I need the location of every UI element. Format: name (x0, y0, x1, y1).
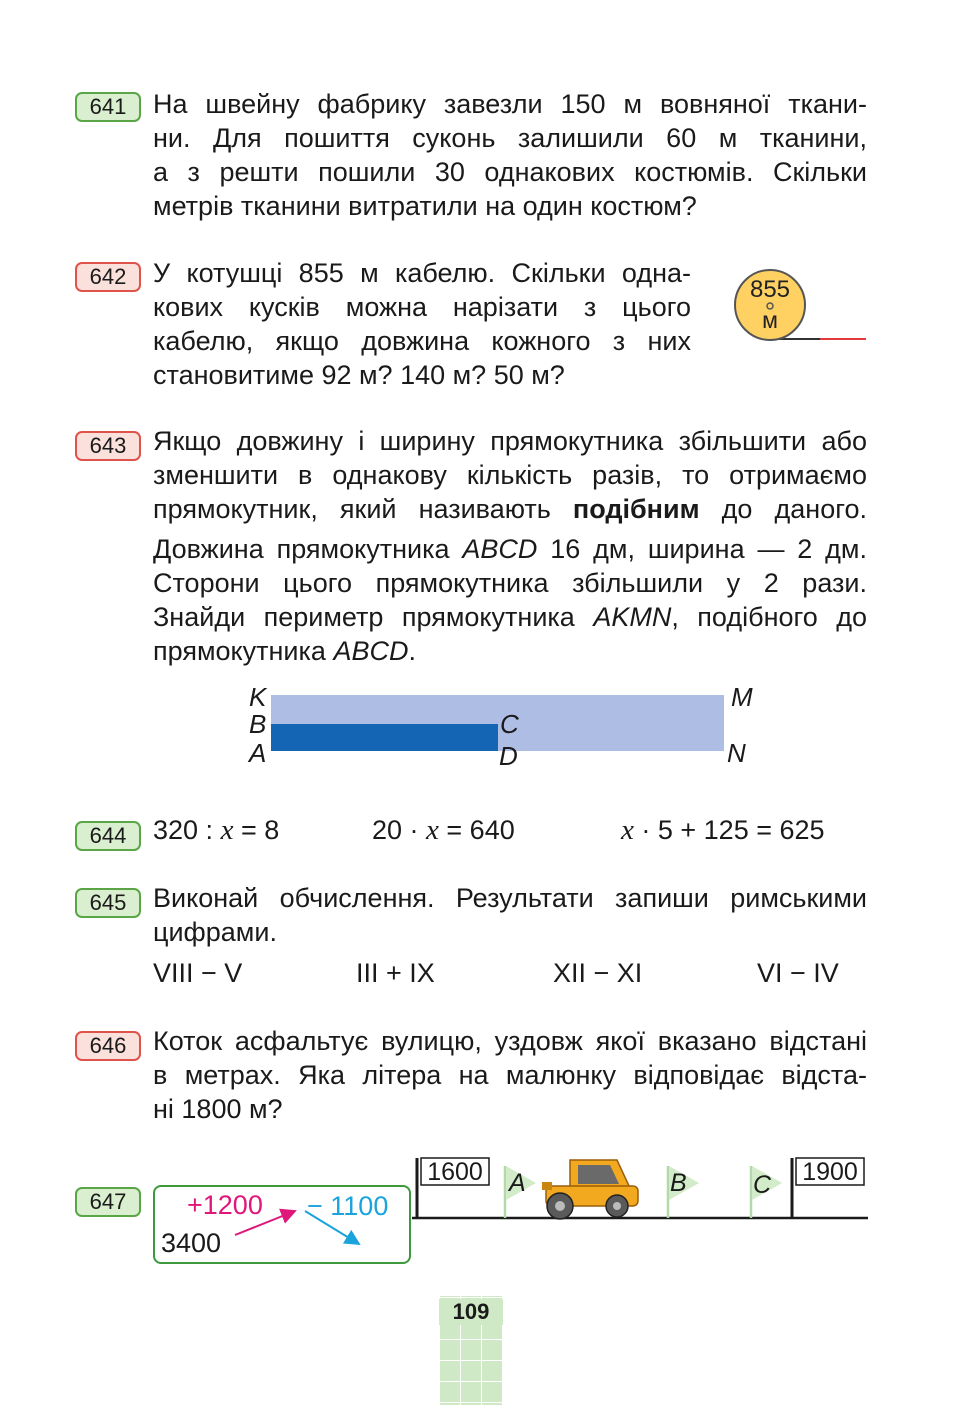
text-segment: Довжина прямокутника (153, 534, 463, 564)
eq-variable: x (220, 814, 234, 846)
point-b-label: B (249, 709, 267, 739)
bold-term: подібним (572, 494, 700, 524)
text-line: в метрах. Яка літера на малюнку відповідає відста- (153, 1060, 867, 1090)
start-distance: 1600 (427, 1158, 483, 1186)
problem-647-number: 647 (75, 1187, 141, 1217)
text-line: Виконай обчислення. Результати запиши римськими (153, 883, 867, 913)
problem-644-number: 644 (75, 821, 141, 851)
text-segment: до даного. (699, 494, 867, 524)
text-line: цифрами. (153, 917, 277, 947)
equation-3 (621, 813, 825, 847)
cable-spool-illustration (730, 265, 870, 347)
point-m-label: M (731, 682, 753, 712)
text-line: зменшити в однакову кількість разів, то отримаємо (153, 460, 867, 490)
flag-a-label: A (509, 1169, 526, 1197)
problem-642-text (153, 256, 691, 392)
flag-b-label: B (670, 1169, 687, 1197)
eq-text: = 640 (438, 815, 515, 845)
problem-641-text (153, 87, 867, 223)
text-line: ні 1800 м? (153, 1094, 283, 1124)
eq-variable: x (426, 814, 439, 846)
problem-646-text (153, 1024, 867, 1126)
point-k-label: K (249, 682, 267, 712)
text-line (153, 492, 867, 526)
text-segment: , подібного до (671, 602, 868, 632)
roman-expression-1: VIII − V (153, 958, 243, 988)
text-line: Коток асфальтує вулицю, уздовж якої вказано відстані (153, 1026, 867, 1056)
road-illustration (412, 1150, 870, 1225)
roman-expression-3: XII − XI (553, 958, 643, 988)
flag-b (668, 1166, 699, 1218)
page-number: 109 (439, 1299, 503, 1325)
eq-variable: x (621, 814, 634, 846)
problem-646-number: 646 (75, 1031, 141, 1061)
spool-value: 855 (749, 276, 791, 303)
flag-c-label: C (753, 1171, 772, 1199)
equation-1 (153, 813, 279, 847)
chain-op-add: +1200 (187, 1190, 263, 1220)
roman-expression-4: VI − IV (757, 958, 839, 988)
roman-expression-2: III + IX (356, 958, 435, 988)
rectangle-abcd (271, 724, 498, 751)
text-line (153, 532, 867, 566)
eq-text: · 5 + 125 = 625 (633, 815, 825, 845)
spool-unit: м (762, 307, 778, 333)
problem-645-text (153, 881, 867, 949)
flag-c (751, 1166, 782, 1218)
text-line (153, 600, 867, 634)
text-line (153, 634, 867, 668)
point-d-label: D (499, 741, 518, 771)
text-line: становитиме 92 м? 140 м? 50 м? (153, 360, 565, 390)
point-a-label: A (249, 738, 267, 768)
text-segment: прямокутника (153, 636, 334, 666)
equation-2 (372, 813, 515, 847)
eq-text: 20 · (372, 815, 427, 845)
road-roller-icon (542, 1160, 638, 1219)
text-line: а з решти пошили 30 однакових костюмів. Скільки (153, 157, 867, 187)
flag-a (505, 1166, 536, 1218)
rect-name: AKMN (593, 602, 672, 632)
problem-645-number: 645 (75, 888, 141, 918)
point-n-label: N (727, 738, 746, 768)
text-segment: Знайди периметр прямокутника (153, 602, 594, 632)
text-line: Сторони цього прямокутника збільшили у 2 рази. (153, 568, 867, 598)
problem-642-number: 642 (75, 262, 141, 292)
rect-name: ABCD (462, 534, 538, 564)
text-line: У котушці 855 м кабелю. Скільки одна- (153, 258, 691, 288)
text-segment: 16 дм, ширина — 2 дм. (537, 534, 867, 564)
problem-643-text (153, 424, 867, 668)
text-segment: прямокутник, який називають (153, 494, 573, 524)
problem-641-number: 641 (75, 92, 141, 122)
end-distance: 1900 (802, 1158, 858, 1186)
rect-name: ABCD (333, 636, 409, 666)
text-segment: . (408, 636, 416, 666)
chain-op-subtract: − 1100 (307, 1191, 389, 1221)
text-line: На швейну фабрику завезли 150 м вовняної ткани- (153, 89, 867, 119)
text-line: ни. Для пошиття суконь залишили 60 м тканини, (153, 123, 867, 153)
text-line: Якщо довжину і ширину прямокутника збільшити або (153, 426, 867, 456)
text-line: кабелю, якщо довжина кожного з них (153, 326, 691, 356)
chain-start-value: 3400 (161, 1228, 222, 1258)
problem-643-number: 643 (75, 431, 141, 461)
eq-text: 320 : (153, 815, 221, 845)
text-line: кових кусків можна нарізати з цього (153, 292, 691, 322)
text-line: метрів тканини витратили на один костюм? (153, 191, 697, 221)
point-c-label: C (500, 709, 519, 739)
eq-text: = 8 (233, 815, 280, 845)
